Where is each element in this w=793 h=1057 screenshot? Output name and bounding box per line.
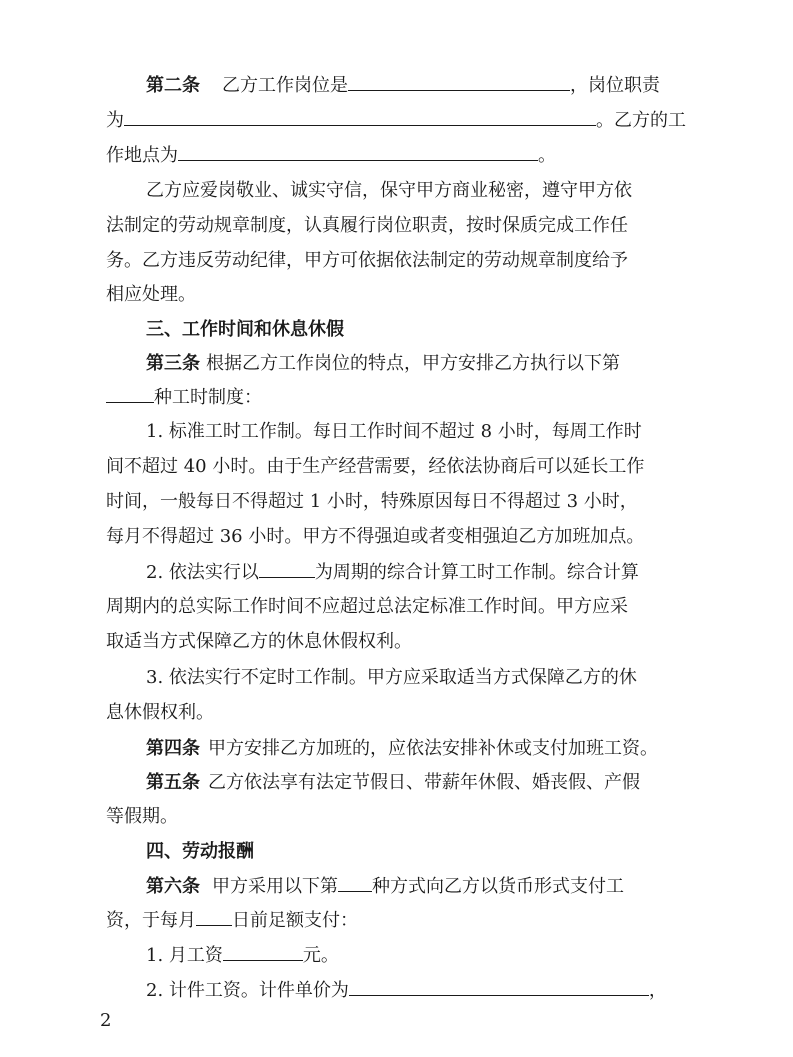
work-location-blank[interactable]: [178, 138, 538, 161]
article5-line1: [146, 766, 640, 800]
item1-line-2: 间不超过 40 小时。由于生产经营需要，经依法协商后可以延长工作: [106, 456, 645, 477]
section4-heading: 四、劳动报酬: [146, 841, 254, 862]
duty-line-1: 乙方应爱岗敬业、诚实守信，保守甲方商业秘密，遵守甲方依: [146, 180, 632, 201]
pay-day-blank[interactable]: [196, 903, 232, 926]
article3-text: 根据乙方工作岗位的特点，甲方安排乙方执行以下第: [206, 353, 620, 374]
item1-line-4: 每月不得超过 36 小时。甲方不得强迫或者变相强迫乙方加班加点。: [106, 526, 645, 547]
item3-line-2: 息休假权利。: [106, 702, 214, 723]
article2-text3: 为: [106, 110, 124, 131]
item2-line-2: 周期内的总实际工作时间不应超过总法定标准工作时间。甲方应采: [106, 596, 628, 617]
item2-line-1: [146, 555, 639, 589]
item1-line-1: 1. 标准工时工作制。每日工作时间不超过 8 小时，每周工作时: [146, 421, 642, 442]
article3-line2: [106, 380, 262, 414]
article2-text6: 。: [538, 145, 556, 166]
article6-pre: 甲方采用以下第: [212, 876, 338, 897]
article2-text1: 乙方工作岗位是: [222, 75, 348, 96]
article5-label: 第五条: [146, 772, 200, 793]
article2-text2: ，岗位职责: [570, 75, 660, 96]
section3-heading: 三、工作时间和休息休假: [146, 319, 344, 340]
article2-text4: 。乙方的工: [596, 110, 686, 131]
job-duty-blank[interactable]: [124, 103, 596, 126]
article3-label: 第三条: [146, 353, 200, 374]
duty-line-4: 相应处理。: [106, 284, 196, 305]
article2-line3: [106, 138, 556, 172]
article3-line1: [146, 347, 620, 381]
article6-label: 第六条: [146, 876, 200, 897]
wage1-post: 元。: [302, 945, 339, 966]
article2-line2: [106, 103, 686, 137]
article3-text2: 种工时制度：: [154, 387, 262, 408]
article5-line2: 等假期。: [106, 806, 178, 827]
article5-text: 乙方依法享有法定节假日、带薪年休假、婚丧假、产假: [208, 772, 640, 793]
article2-label: 第二条: [146, 75, 200, 96]
item3-line-1: 3. 依法实行不定时工作制。甲方应采取适当方式保障乙方的休: [146, 667, 637, 688]
piece-rate-blank[interactable]: [349, 973, 649, 996]
item1-line-3: 时间，一般每日不得超过 1 小时，特殊原因每日不得超过 3 小时，: [106, 491, 638, 512]
article6-post: 种方式向乙方以货币形式支付工: [372, 876, 624, 897]
period-blank[interactable]: [259, 555, 315, 578]
article6-line2-pre: 资，于每月: [106, 910, 196, 931]
article6-line2: [106, 903, 358, 937]
item2-line-3: 取适当方式保障乙方的休息休假权利。: [106, 631, 412, 652]
job-position-blank[interactable]: [348, 68, 570, 91]
wage2-post: ，: [648, 980, 667, 1001]
item2-pre: 2. 依法实行以: [146, 562, 259, 583]
wage1-line: [146, 938, 339, 972]
payment-method-blank[interactable]: [338, 869, 372, 892]
article6-line2-post: 日前足额支付：: [232, 910, 358, 931]
wage2-line: [146, 973, 667, 1007]
article2-text5: 作地点为: [106, 145, 178, 166]
article4-text: 甲方安排乙方加班的，应依法安排补休或支付加班工资。: [208, 738, 658, 759]
article4-label: 第四条: [146, 738, 200, 759]
article4-line: [146, 732, 658, 766]
monthly-wage-blank[interactable]: [223, 938, 303, 961]
work-hour-system-blank[interactable]: [106, 380, 154, 403]
duty-line-3: 务。乙方违反劳动纪律，甲方可依据依法制定的劳动规章制度给予: [106, 250, 628, 271]
wage2-pre: 2. 计件工资。计件单价为: [146, 980, 349, 1001]
item2-post: 为周期的综合计算工时工作制。综合计算: [314, 562, 639, 583]
wage1-pre: 1. 月工资: [146, 945, 223, 966]
article6-line1: [146, 869, 624, 903]
article2-line1: [146, 68, 660, 102]
page-number: 2: [100, 1010, 112, 1031]
duty-line-2: 法制定的劳动规章制度，认真履行岗位职责，按时保质完成工作任: [106, 215, 628, 236]
